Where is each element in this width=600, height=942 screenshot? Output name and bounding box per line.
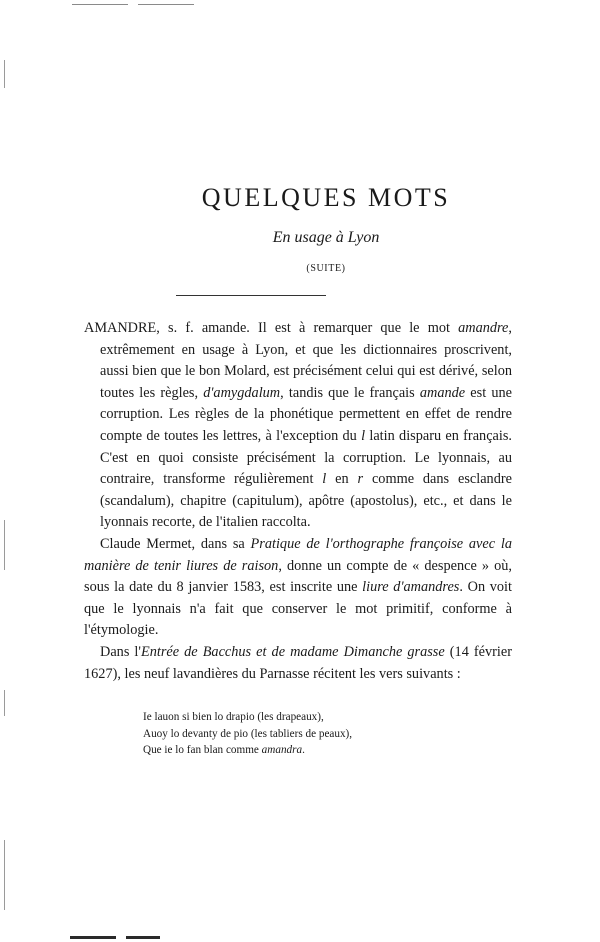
verse-line: Auoy lo devanty de pio (les tabliers de peaux),: [143, 727, 353, 740]
bottom-edge-mark: [70, 936, 116, 939]
verse-line: Que ie lo fan blan comme amandra.: [143, 744, 305, 756]
article-title: QUELQUES MOTS: [201, 183, 451, 212]
top-edge-mark: [138, 4, 194, 5]
verse-block: [143, 709, 463, 759]
top-edge-mark: [72, 4, 128, 5]
paragraph: Claude Mermet, dans sa Pratique de l'orthographe françoise avec la manière de tenir liures de raison, donne un compte de « despence » où, sous la date du 8 janvier 1583, est inscrite une liure d'amandres. On voit que le lyonnais n'a fait que conserver le mot primitif, conforme à l'étymologie.: [84, 535, 512, 639]
suite-label: (SUITE): [306, 263, 346, 274]
bottom-edge-mark: [126, 936, 160, 939]
article-subtitle: En usage à Lyon: [272, 229, 380, 246]
article-body: [84, 318, 512, 685]
paragraph: Dans l'Entrée de Bacchus et de madame Dimanche grasse (14 février 1627), les neuf lavandières du Parnasse récitent les vers suivants :: [84, 643, 512, 682]
title-rule: [176, 295, 326, 296]
headword: AMANDRE,: [84, 320, 160, 336]
verse-line: Ie lauon si bien lo drapio (les drapeaux),: [143, 711, 324, 723]
margin-tick: [4, 520, 5, 570]
entry-paragraph: AMANDRE, s. f. amande. Il est à remarquer que le mot amandre, extrêmement en usage à Lyon, et que les dictionnaires proscrivent, aussi bien que le bon Molard, est précisément celui qui est dérivé, selon toutes les règles, d'amygdalum, tandis que le français amande est une corruption. Les règles de la phonétique permettent en effet de rendre compte de toutes les lettres, à l'exception du l latin disparu en français. C'est en quoi consiste précisément la corruption. Le lyonnais, au contraire, transforme régulièrement l en r comme dans esclandre (scandalum), chapitre (capitulum), apôtre (apostolus), etc., et dans le lyonnais recorte, de l'italien raccolta.: [84, 320, 512, 531]
margin-tick: [4, 60, 5, 88]
margin-tick: [4, 840, 5, 910]
margin-tick: [4, 690, 5, 716]
